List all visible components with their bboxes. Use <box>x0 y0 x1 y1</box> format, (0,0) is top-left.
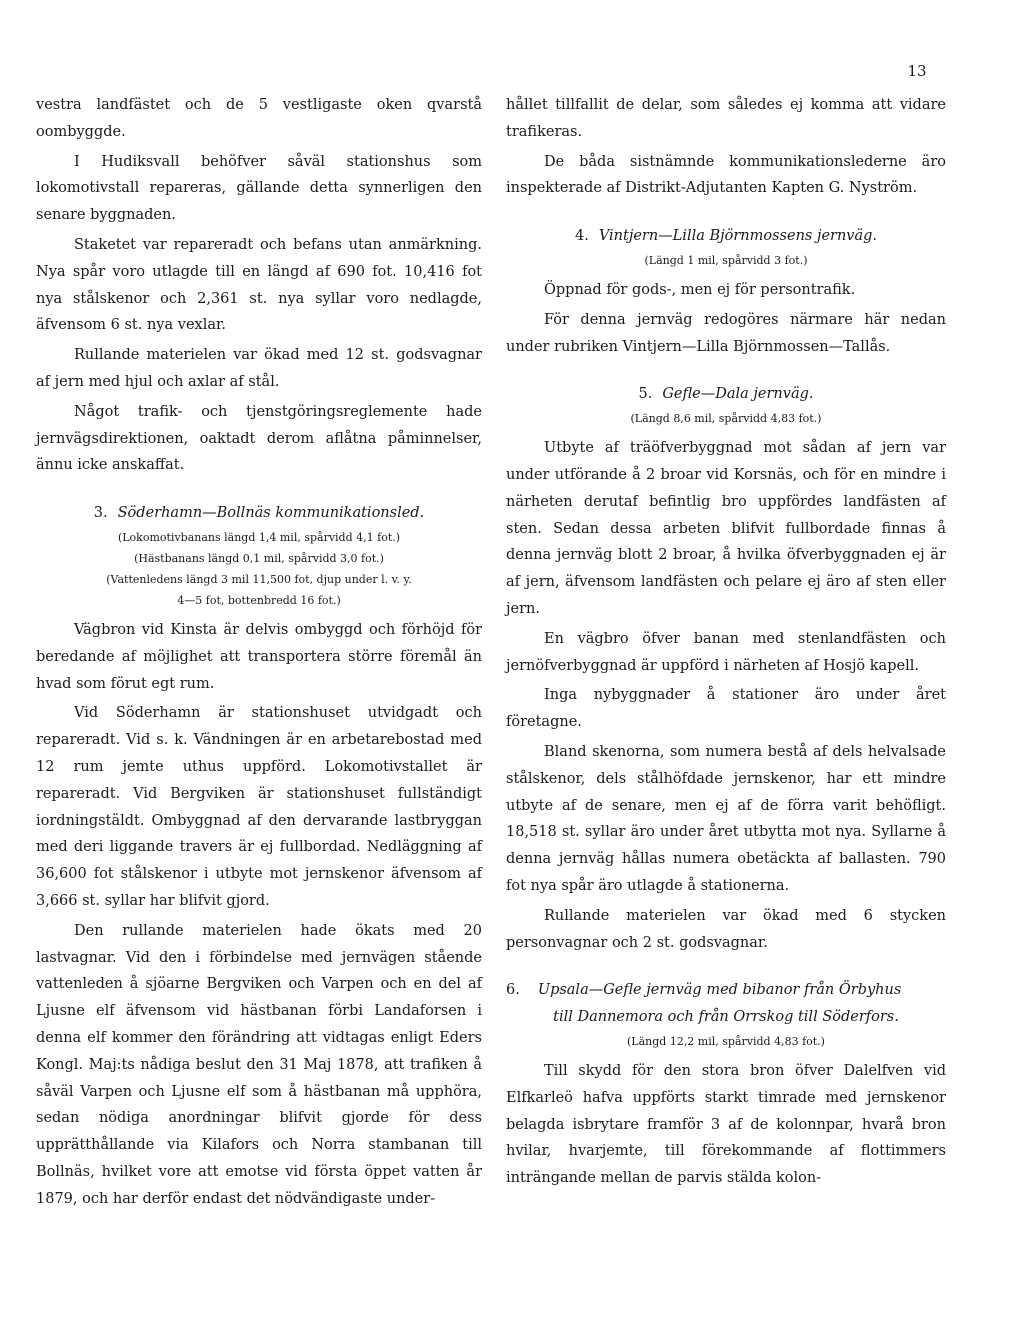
section-subline: (Längd 8,6 mil, spårvidd 4,83 fot.) <box>630 412 822 426</box>
paragraph: Rullande materielen var ökad med 12 st. godsvagnar af jern med hjul och axlar af stål. <box>36 347 482 390</box>
section-heading-continued <box>506 1004 946 1031</box>
section-title: Vintjern—Lilla Björnmossens jernväg. <box>598 228 878 245</box>
paragraph: Vägbron vid Kinsta är delvis ombyggd och förhöjd för beredande af möjlighet att transportera större föremål än hvad som förut egt rum. <box>36 621 482 692</box>
section-subline: (Vattenledens längd 3 mil 11,500 fot, djup under l. v. y. <box>106 572 412 586</box>
section-title: Söderhamn—Bollnäs kommunikationsled. <box>117 505 425 522</box>
paragraph: Inga nybyggnader å stationer äro under året företagne. <box>506 687 946 731</box>
paragraph: Öppnad för gods-, men ej för persontrafik. <box>544 281 856 298</box>
section-subline: (Längd 12,2 mil, spårvidd 4,83 fot.) <box>627 1034 825 1048</box>
paragraph: Den rullande materielen hade ökats med 20 lastvagnar. Vid den i förbindelse med jernvägen stående vattenleden å sjöarne Bergviken och Varpen och en del af Ljusne elf äfvensom vid hästbanan förbi Landaforsen i denna elf kommer den förändring att vidtagas enligt Eders Kongl. Maj:ts nådiga beslut den 31 Maj 1878, att trafiken å såväl Varpen och Ljusne elf som å hästbanan må upphöra, sedan nödiga anordningar blifvit gjorde för dess upprätthållande via Kilafors och Norra stambanan till Bollnäs, hvilket vore att emotse vid första öppet vatten år 1879, och har derför endast det nödvändigaste under- <box>36 922 482 1207</box>
section-subtitle <box>506 250 946 271</box>
paragraph: Bland skenorna, som numera bestå af dels helvalsade stålskenor, dels stålhöfdade jernskenor, har ett mindre utbyte af de senare, men ej af de förra varit behöfligt. 18,518 st. syllar äro under året utbytta mot nya. Syllarne å denna jernväg hållas numera obetäckta af ballasten. 790 fot nya spår äro utlagde å stationerna. <box>506 743 946 894</box>
paragraph: Staketet var repareradt och befans utan anmärkning. Nya spår voro utlagde till en längd af 690 fot. 10,416 fot nya stålskenor och 2,361 st. nya syllar voro nedlagde, äfvensom 6 st. nya vexlar. <box>36 236 482 334</box>
paragraph: Till skydd för den stora bron öfver Dalelfven vid Elfkarleö hafva uppförts starkt timrade med jernskenor belagda isbrytare framför 3 af de kolonnpar, hvarå bron hvilar, hvarjemte, till förekommande af flottimmers inträngande mellan de parvis stälda kolon- <box>506 1062 946 1187</box>
section-heading <box>506 977 946 1004</box>
section-subtitle <box>36 527 482 611</box>
section-subline: (Hästbanans längd 0,1 mil, spårvidd 3,0 fot.) <box>134 551 384 565</box>
section-subline: (Lokomotivbanans längd 1,4 mil, spårvidd 4,1 fot.) <box>117 530 401 544</box>
section-number: 5. <box>638 386 653 403</box>
section-number: 6. <box>506 982 520 999</box>
section-subline: (Längd 1 mil, spårvidd 3 fot.) <box>644 253 808 267</box>
paragraph: Rullande materielen var ökad med 6 stycken personvagnar och 2 st. godsvagnar. <box>506 907 946 951</box>
section-subline: 4—5 fot, bottenbredd 16 fot.) <box>177 593 341 607</box>
section-subtitle <box>506 408 946 429</box>
paragraph: I Hudiksvall behöfver såväl stationshus som lokomotivstall repareras, gällande detta synnerligen den senare byggnaden. <box>36 153 482 224</box>
section-number: 4. <box>574 228 589 245</box>
section-heading <box>506 381 946 408</box>
paragraph: vestra landfästet och de 5 vestligaste oken qvarstå oombyggde. <box>36 97 482 140</box>
section-heading <box>36 500 482 527</box>
paragraph: En vägbro öfver banan med stenlandfästen och jernöfverbyggnad är uppförd i närheten af Hosjö kapell. <box>506 630 946 674</box>
paragraph: Vid Söderhamn är stationshuset utvidgadt och repareradt. Vid s. k. Vändningen är en arbetarebostad med 12 rum jemte uthus uppförd. Lokomotivstallet är repareradt. Vid Bergviken är stationshuset fullständigt iordningstäldt. Ombyggnad af den dervarande lastbryggan med deri liggande travers är ej fullbordad. Nedläggning af 36,600 fot stålskenor i utbyte mot jernskenor äfvensom af 3,666 st. syllar har blifvit gjord. <box>36 705 482 909</box>
section-title: Upsala—Gefle jernväg med bibanor från Örbyhus <box>537 982 902 999</box>
page-number: 13 <box>907 62 927 80</box>
left-column <box>36 92 482 1215</box>
section-subtitle <box>506 1031 946 1052</box>
paragraph: De båda sistnämnde kommunikationslederne äro inspekterade af Distrikt-Adjutanten Kapten G. Nyström. <box>506 153 946 197</box>
section-title: till Dannemora och från Orrskog till Söderfors. <box>553 1009 899 1026</box>
section-title: Gefle—Dala jernväg. <box>662 386 814 403</box>
paragraph: hållet tillfallit de delar, som således ej komma att vidare trafikeras. <box>506 97 946 140</box>
paragraph: Något trafik- och tjenstgöringsreglemente hade jernvägsdirektionen, oaktadt derom aflåtna påminnelser, ännu icke anskaffat. <box>36 403 482 474</box>
paragraph: Utbyte af träöfverbyggnad mot sådan af jern var under utförande å 2 broar vid Korsnäs, och för en mindre i närheten derutaf befintlig bro uppfördes landfästen af sten. Sedan dessa arbeten blifvit fullbordade finnas å denna jernväg blott 2 broar, å hvilka öfverbyggnaden ej är af jern, äfvensom landfästen och pelare ej äro af sten eller jern. <box>506 440 946 617</box>
section-number: 3. <box>93 505 108 522</box>
right-column <box>506 92 946 1195</box>
paragraph: För denna jernväg redogöres närmare här nedan under rubriken Vintjern—Lilla Björnmossen—Tallås. <box>506 311 946 355</box>
section-heading <box>506 223 946 250</box>
